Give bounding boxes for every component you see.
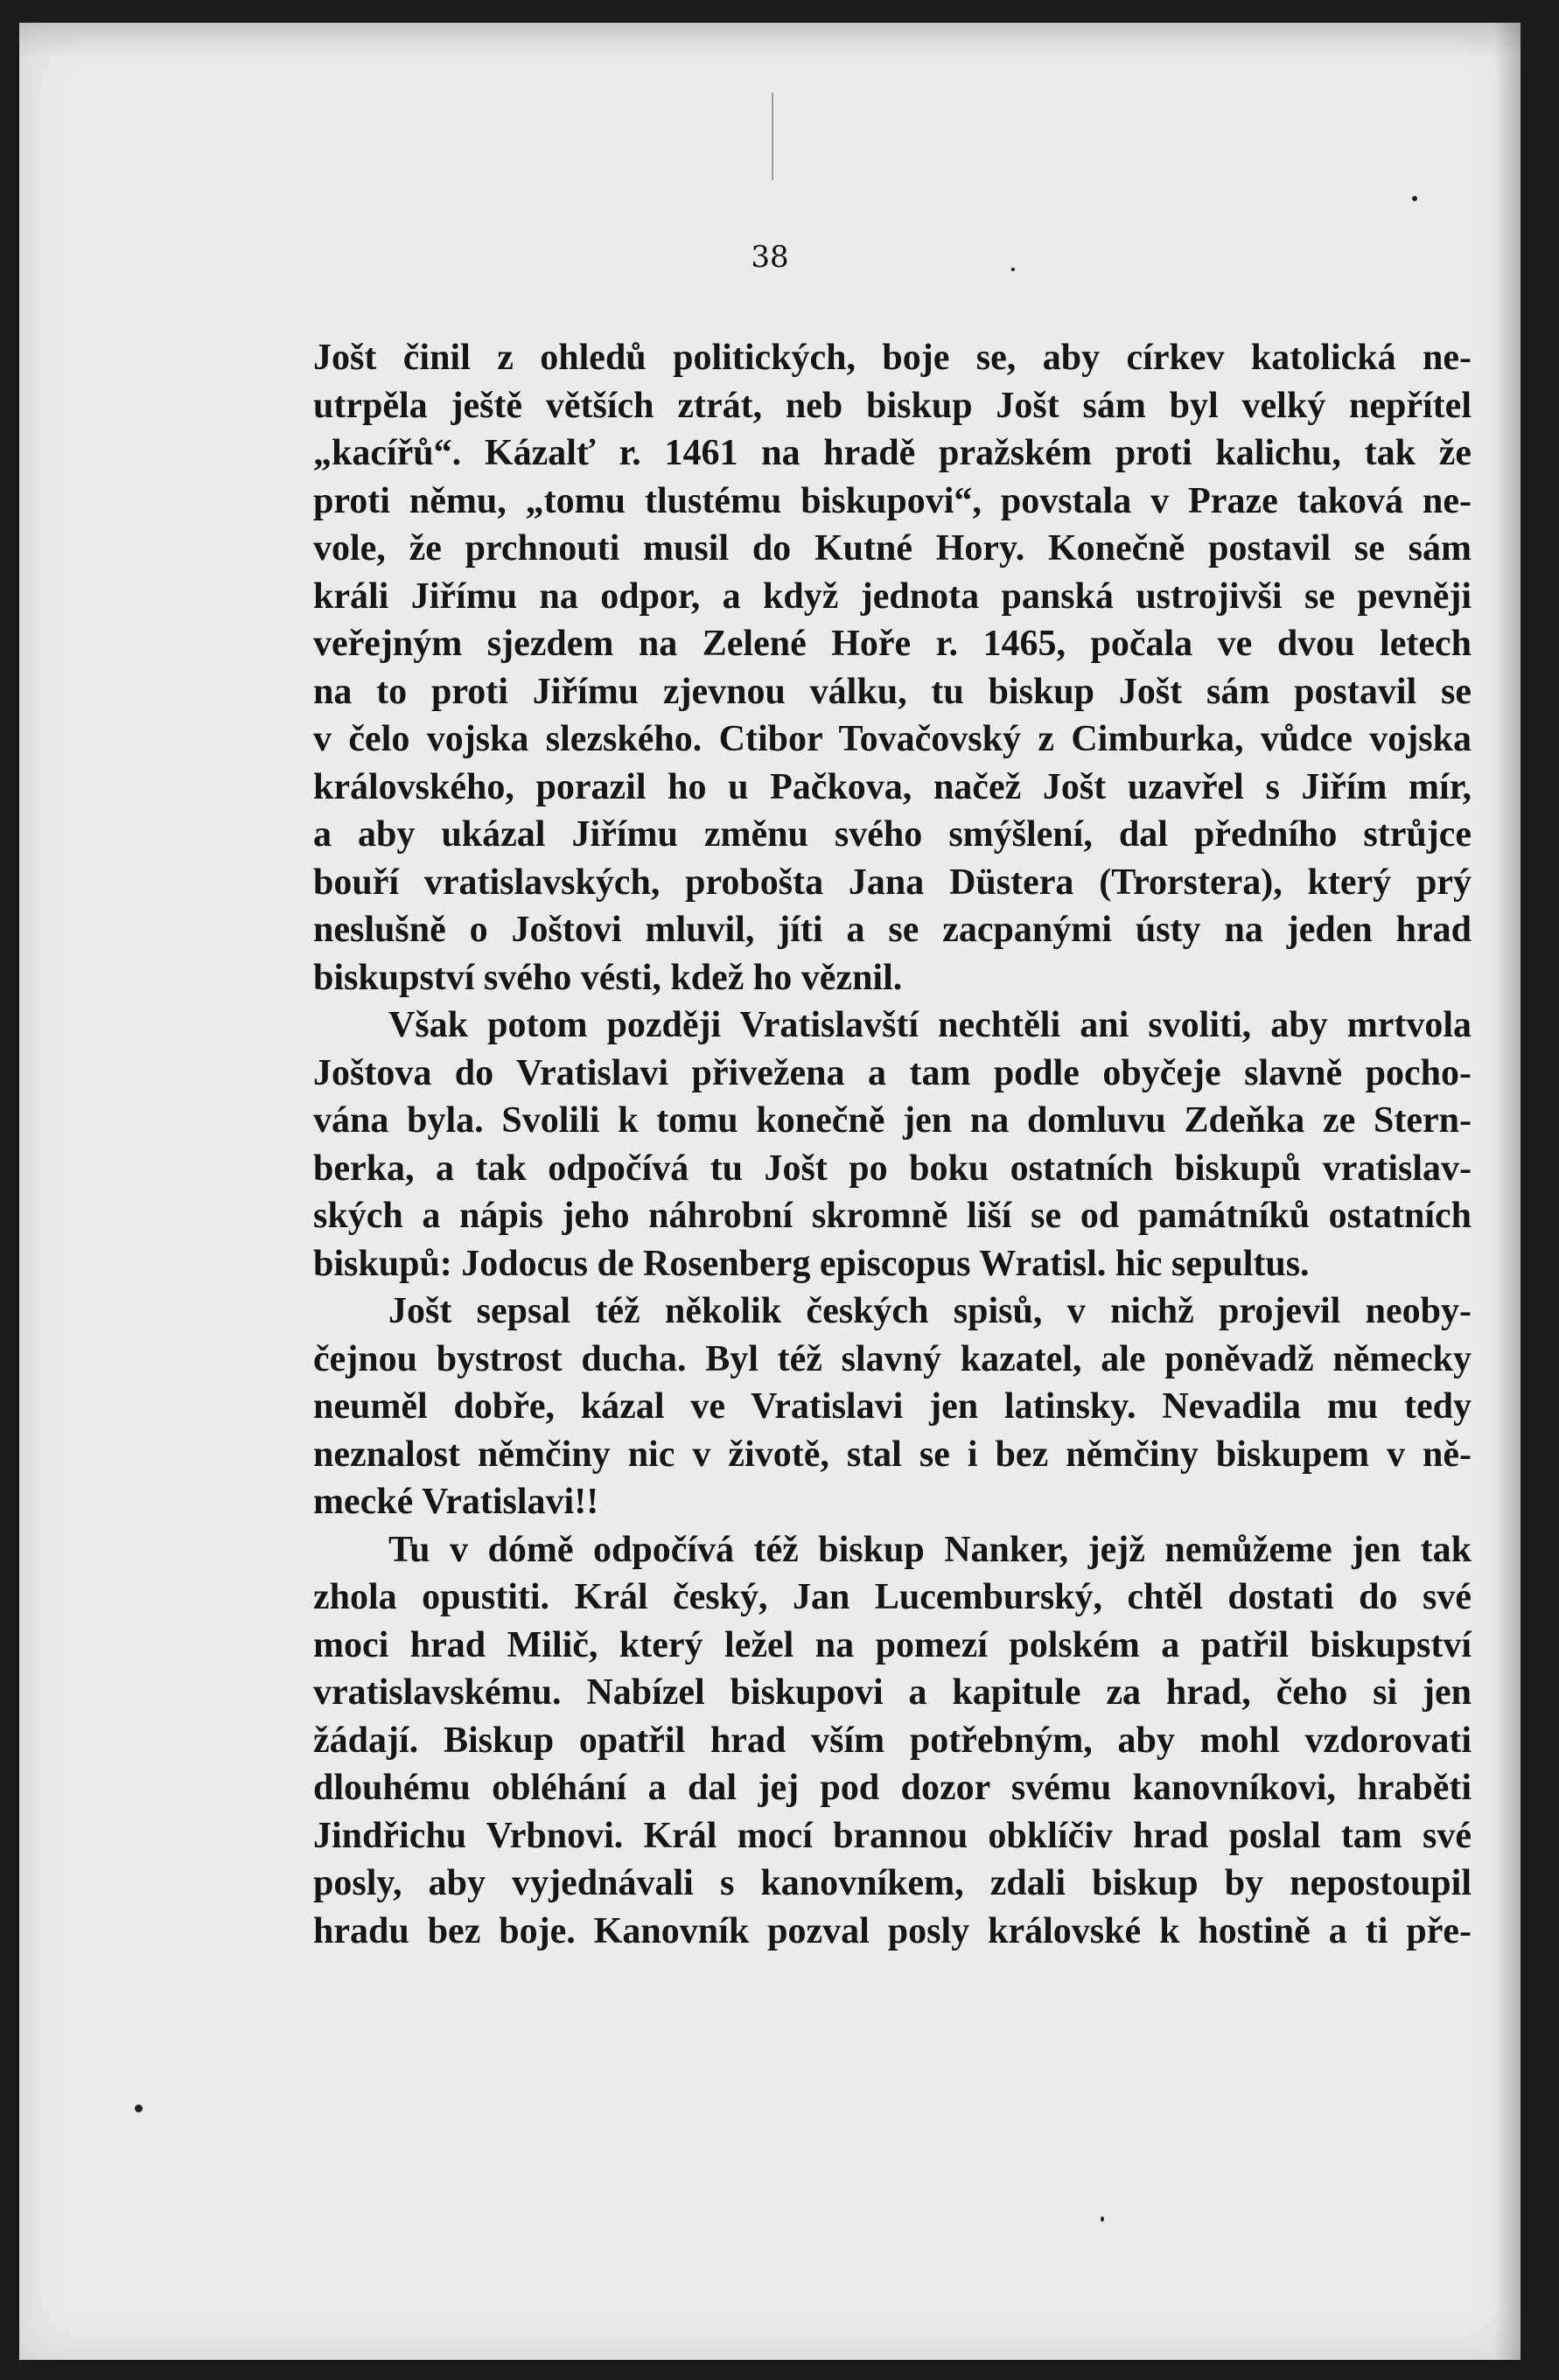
text-line: hradu bez boje. Kanovník pozval posly královské k hostině a ti pře- bbox=[313, 1910, 1472, 1951]
text-line: žádají. Biskup opatřil hrad vším potřebným, aby mohl vzdorovati bbox=[313, 1720, 1472, 1761]
text-line: moci hrad Milič, který ležel na pomezí polském a patřil biskupství bbox=[313, 1624, 1472, 1665]
text-line: a aby ukázal Jiřímu změnu svého smýšlení, dal předního strůjce bbox=[313, 814, 1472, 855]
ink-speck bbox=[135, 2104, 143, 2112]
text-line: posly, aby vyjednávali s kanovníkem, zdali biskup by nepostoupil bbox=[313, 1863, 1472, 1903]
text-line: v čelo vojska slezského. Ctibor Tovačovský z Cimburka, vůdce vojska bbox=[313, 719, 1472, 759]
text-line: králi Jiřímu na odpor, a když jednota panská ustrojivši se pevněji bbox=[313, 576, 1472, 617]
text-line: veřejným sjezdem na Zelené Hoře r. 1465, počala ve dvou letech bbox=[313, 624, 1472, 664]
book-page bbox=[19, 23, 1521, 2360]
text-line: neznalost němčiny nic v životě, stal se i bez němčiny biskupem v ně- bbox=[313, 1434, 1472, 1475]
text-line: vratislavskému. Nabízel biskupovi a kapitule za hrad, čeho si jen bbox=[313, 1672, 1472, 1713]
text-line: Jošt sepsal též několik českých spisů, v nichž projevil neoby- bbox=[388, 1291, 1472, 1331]
text-line: vána byla. Svolili k tomu konečně jen na domluvu Zdeňka ze Stern- bbox=[313, 1100, 1472, 1141]
text-line: utrpěla ještě větších ztrát, neb biskup Jošt sám byl velký nepřítel bbox=[313, 385, 1472, 426]
text-line: čejnou bystrost ducha. Byl též slavný kazatel, ale poněvadž německy bbox=[313, 1338, 1472, 1379]
ink-speck bbox=[1412, 196, 1417, 201]
text-line: zhola opustiti. Král český, Jan Lucemburský, chtěl dostati do své bbox=[313, 1577, 1472, 1617]
text-line: proti němu, „tomu tlustému biskupovi“, povstala v Praze taková ne- bbox=[313, 480, 1472, 521]
ink-speck bbox=[1011, 268, 1015, 271]
text-line: berka, a tak odpočívá tu Jošt po boku ostatních biskupů vratislav- bbox=[313, 1148, 1472, 1189]
text-line: neslušně o Joštovi mluvil, jíti a se zacpanými ústy na jeden hrad bbox=[313, 910, 1472, 950]
text-line: královského, porazil ho u Pačkova, načež Jošt uzavřel s Jiřím mír, bbox=[313, 766, 1472, 807]
text-line: Jošt činil z ohledů politických, boje se, aby církev katolická ne- bbox=[313, 338, 1472, 378]
text-line: biskupství svého vésti, kdež ho věznil. bbox=[313, 957, 903, 998]
page-number: 38 bbox=[751, 240, 789, 275]
page-shadow-top bbox=[19, 23, 1521, 58]
text-line: dlouhému obléhání a dal jej pod dozor svému kanovníkovi, hraběti bbox=[313, 1768, 1472, 1808]
text-line: Však potom později Vratislavští nechtěli ani svoliti, aby mrtvola bbox=[388, 1005, 1472, 1045]
body-text bbox=[313, 334, 1472, 1955]
text-line: „kacířů“. Kázalť r. 1461 na hradě pražském proti kalichu, tak že bbox=[313, 433, 1472, 473]
text-line: bouří vratislavských, probošta Jana Düstera (Trorstera), který prý bbox=[313, 862, 1472, 903]
text-line: vole, že prchnouti musil do Kutné Hory. Konečně postavil se sám bbox=[313, 528, 1472, 569]
text-line: ských a nápis jeho náhrobní skromně liší se od památníků ostatních bbox=[313, 1196, 1472, 1236]
text-line: Tu v dómě odpočívá též biskup Nanker, jejž nemůžeme jen tak bbox=[388, 1529, 1472, 1570]
text-line: Joštova do Vratislavi přivežena a tam podle obyčeje slavně pocho- bbox=[313, 1052, 1472, 1093]
text-line: na to proti Jiřímu zjevnou válku, tu biskup Jošt sám postavil se bbox=[313, 671, 1472, 712]
ink-speck bbox=[1101, 2216, 1104, 2222]
text-line: neuměl dobře, kázal ve Vratislavi jen latinsky. Nevadila mu tedy bbox=[313, 1386, 1472, 1427]
text-line: mecké Vratislavi!! bbox=[313, 1482, 599, 1522]
crease-mark bbox=[772, 93, 773, 180]
text-line: Jindřichu Vrbnovi. Král mocí brannou obklíčiv hrad poslal tam své bbox=[313, 1815, 1472, 1856]
page-shadow-right bbox=[1494, 23, 1521, 2360]
text-line: biskupů: Jodocus de Rosenberg episcopus Wratisl. hic sepultus. bbox=[313, 1243, 1310, 1284]
